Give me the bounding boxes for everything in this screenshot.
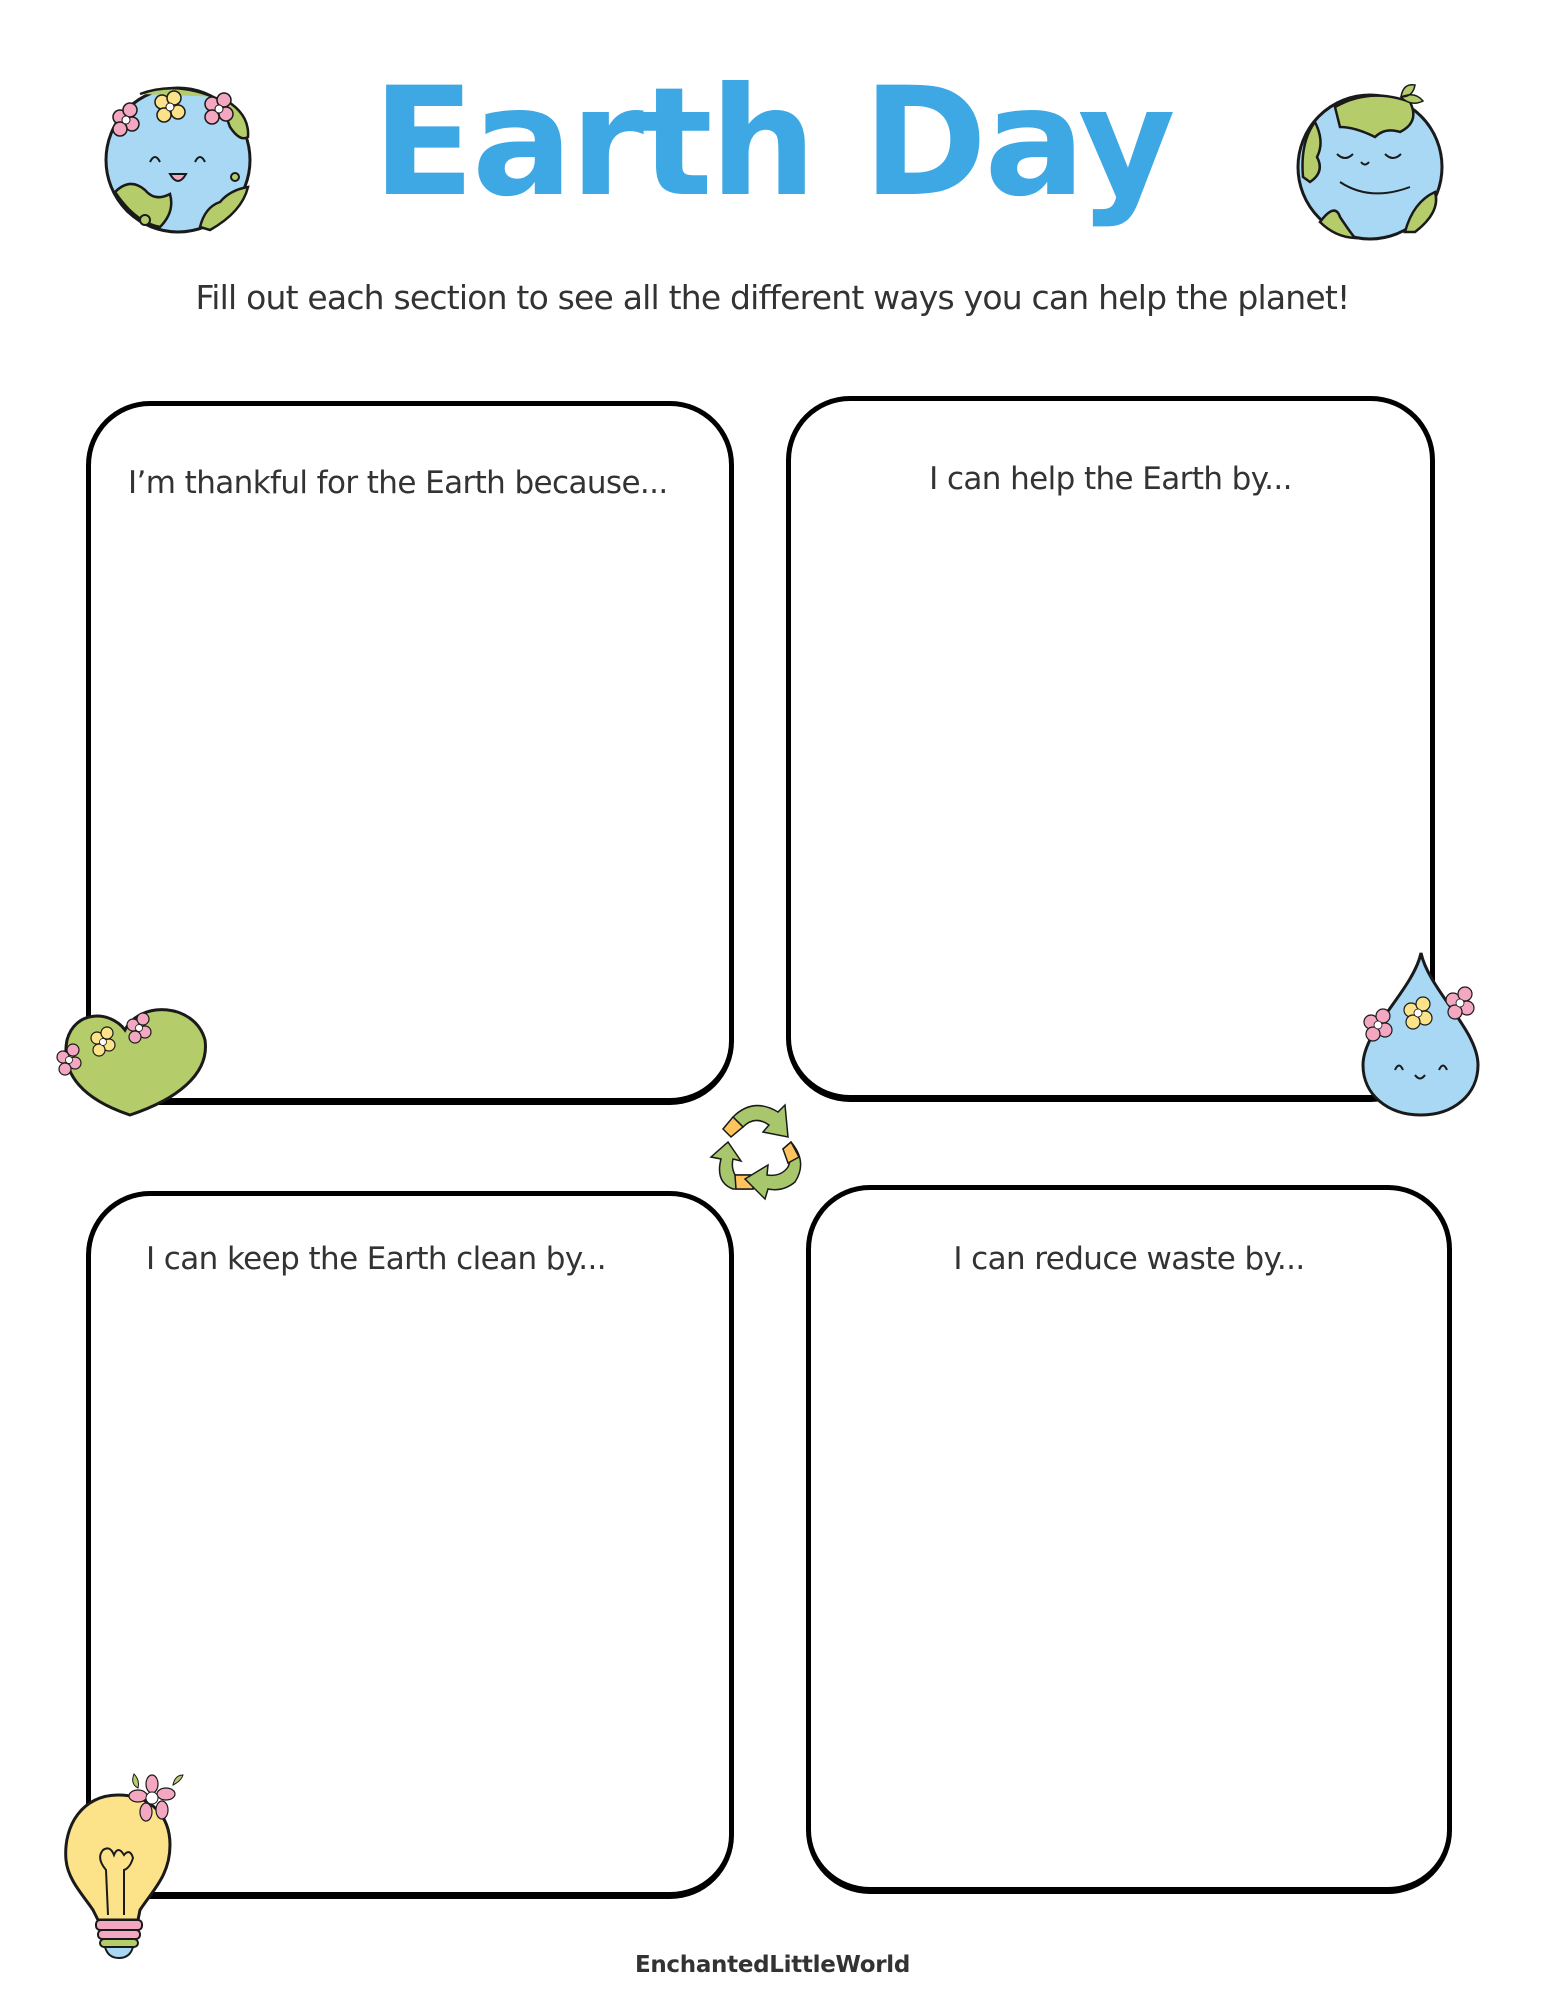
page-title: Earth Day <box>372 56 1173 230</box>
section-prompt-reduce: I can reduce waste by... <box>953 1241 1305 1277</box>
lightbulb-with-flower-icon <box>58 1770 198 1960</box>
section-prompt-clean: I can keep the Earth clean by... <box>146 1241 606 1277</box>
recycle-arrows-icon <box>703 1097 818 1202</box>
section-box-reduce[interactable] <box>806 1185 1452 1894</box>
smiling-earth-with-flower-crown-icon <box>100 82 260 242</box>
smiling-water-drop-with-flowers-icon <box>1343 950 1493 1120</box>
page-subtitle: Fill out each section to see all the different ways you can help the planet! <box>195 278 1350 317</box>
section-prompt-help: I can help the Earth by... <box>929 461 1292 497</box>
green-heart-with-flowers-icon <box>45 995 215 1120</box>
footer-brand: EnchantedLittleWorld <box>634 1952 911 1978</box>
section-box-help[interactable] <box>786 396 1435 1102</box>
section-prompt-thankful: I’m thankful for the Earth because... <box>128 465 668 501</box>
hugging-earth-with-sprout-icon <box>1295 82 1455 252</box>
